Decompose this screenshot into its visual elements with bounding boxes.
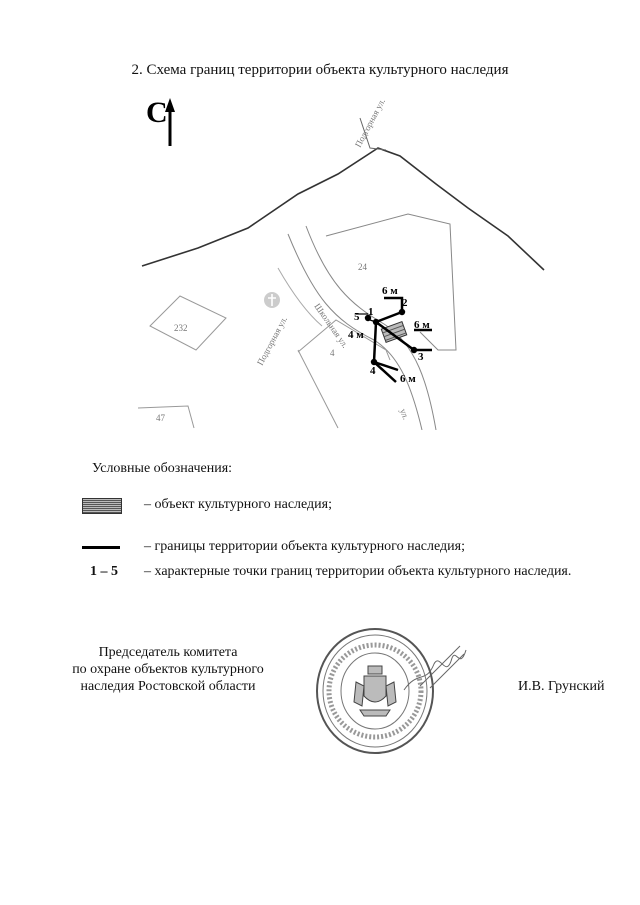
position-line: по охране объектов культурного xyxy=(72,662,264,677)
map-svg xyxy=(138,88,548,430)
point-label-5: 5 xyxy=(354,311,360,323)
distance-label-bottom: 6 м xyxy=(400,373,416,385)
point-label-4: 4 xyxy=(370,365,376,377)
coat-of-arms-icon xyxy=(354,666,396,716)
legend-text: – объект культурного наследия; xyxy=(144,497,332,512)
legend-points-symbol: 1 – 5 xyxy=(90,564,118,579)
signatory-position xyxy=(50,644,286,695)
lot-label-47: 47 xyxy=(156,413,165,423)
lot-232-outline xyxy=(150,296,226,350)
point-label-2: 2 xyxy=(402,297,408,309)
street-label-right: ул. xyxy=(398,407,412,421)
lot-47-outline xyxy=(138,406,194,428)
lot-label-4: 4 xyxy=(330,348,335,358)
handwritten-signature xyxy=(400,640,470,700)
point-label-3: 3 xyxy=(418,351,424,363)
relief-line xyxy=(142,148,544,270)
distance-label-top: 6 м xyxy=(382,285,398,297)
legend-item-points xyxy=(80,563,640,585)
position-line: Председатель комитета xyxy=(98,645,238,660)
legend-item-heritage-object xyxy=(80,496,640,518)
legend-text: – характерные точки границ территории объекта культурного наследия. xyxy=(144,564,572,579)
lot-label-24: 24 xyxy=(358,262,367,272)
boundary-map xyxy=(138,88,548,430)
road-edge-bottom xyxy=(298,350,338,428)
legend-hatch-icon xyxy=(80,496,122,516)
position-line: наследия Ростовской области xyxy=(80,679,256,694)
legend-item-boundary xyxy=(80,538,640,560)
page-title: 2. Схема границ территории объекта культурного наследия xyxy=(131,62,509,78)
north-letter: С xyxy=(146,96,168,129)
legend-line-icon xyxy=(80,538,122,558)
distance-label-left: 4 м xyxy=(348,329,364,341)
lot-label-232: 232 xyxy=(174,323,188,333)
legend-text: – границы территории объекта культурного наследия; xyxy=(144,539,465,554)
signatory-name: И.В. Грунский xyxy=(518,679,605,694)
legend-title: Условные обозначения: xyxy=(92,461,233,476)
distance-label-right: 6 м xyxy=(414,319,430,331)
street-label-shkolnaya: Школьная ул. xyxy=(312,301,351,350)
street-label-podgornaya-left: Подгорная ул. xyxy=(254,314,290,367)
point-label-1: 1 xyxy=(368,306,374,318)
street-label-podgornaya-top: Подгорная ул. xyxy=(352,96,388,149)
